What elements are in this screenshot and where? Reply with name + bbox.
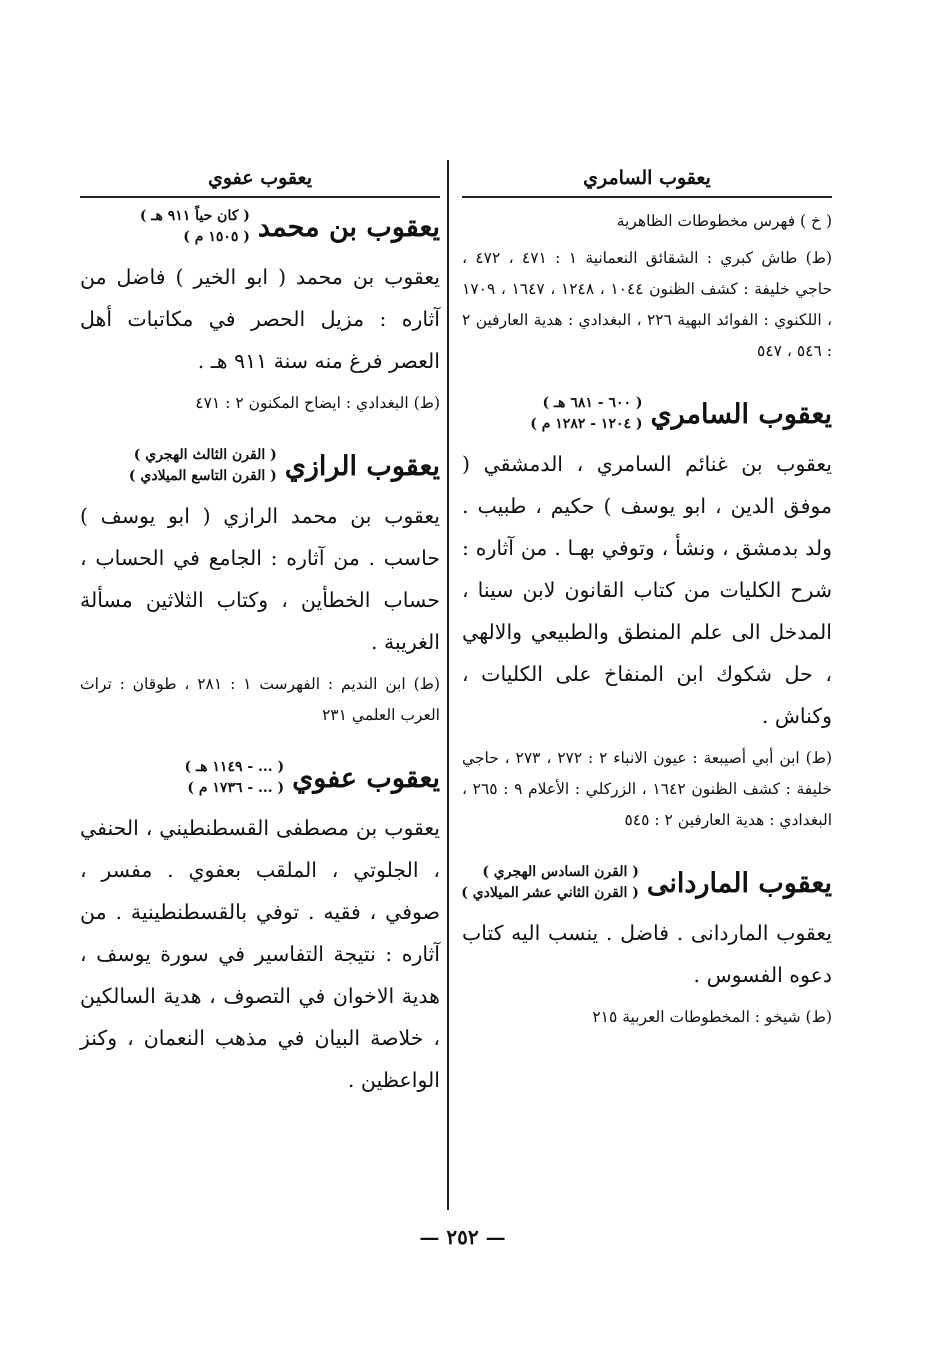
dates-hijri: ( القرن الثالث الهجري ): [133, 447, 277, 463]
dates-miladi: ( ... - ١٧٣٦ م ): [187, 780, 285, 796]
dates-hijri: ( كان حياً ٩١١ هـ ): [139, 208, 250, 224]
entry-name: يعقوب السامري: [650, 398, 832, 430]
entry-heading: [462, 862, 832, 904]
entry-afwi: [80, 757, 440, 1101]
entry-dates: [530, 393, 642, 435]
entry-name: يعقوب الماردانى: [646, 867, 832, 899]
dates-hijri: ( القرن السادس الهجري ): [482, 864, 639, 880]
intro-sources: [462, 206, 832, 367]
dates-miladi: ( ١٢٠٤ - ١٢٨٢ م ): [530, 416, 643, 432]
entry-ibn-muhammad: [80, 206, 440, 419]
dates-miladi: ( ١٥٠٥ م ): [183, 229, 250, 245]
intro-source-line: ( خ ) فهرس مخطوطات الظاهرية: [616, 212, 832, 230]
entry-heading: [80, 757, 440, 799]
entry-heading: [462, 393, 832, 435]
entry-body: يعقوب بن محمد الرازي ( ابو يوسف ) حاسب . من آثاره : الجامع في الحساب ، حساب الخطأين ، وكتاب الثلاثين مسألة الغريبة .: [80, 504, 440, 654]
entry-razi: [80, 445, 440, 731]
left-column: [80, 160, 440, 1127]
entry-samiri: [462, 393, 832, 836]
entry-body: يعقوب بن محمد ( ابو الخير ) فاضل من آثاره : مزيل الحصر في مكاتبات أهل العصر فرغ منه سنة ٩١١ هـ .: [80, 265, 440, 373]
entry-name: يعقوب الرازي: [284, 450, 440, 482]
entry-sources: (ط) شيخو : المخطوطات العربية ٢١٥: [592, 1008, 832, 1026]
entry-sources: (ط) البغدادي : ايضاح المكنون ٢ : ٤٧١: [195, 394, 440, 412]
entry-heading: [80, 206, 440, 248]
right-column: [462, 160, 832, 1059]
dates-hijri: ( ... - ١١٤٩ هـ ): [184, 759, 285, 775]
entry-sources: (ط) ابن أبي أصيبعة : عيون الانباء ٢ : ٢٧٢ ، ٢٧٣ ، حاجي خليفة : كشف الظنون ١٦٤٢ ، الزركلي : الأعلام ٩ : ٢٦٥ ، البغدادي : هدية العارفين ٢ : ٥٤٥: [462, 749, 833, 829]
dates-miladi: ( القرن التاسع الميلادي ): [128, 468, 277, 484]
intro-source-line: (ط) طاش كبري : الشقائق النعمانية ١ : ٤٧١ ، ٤٧٢ ، حاجي خليفة : كشف الظنون ١٠٤٤ ، ١٢٤٨ ، ١٦٤٧ ، ١٧٠٩ ، اللكنوي : الفوائد البهية ٢٢٦ ، البغدادي : هدية العارفين ٢ : ٥٤٦ ، ٥٤٧: [462, 249, 833, 360]
entry-body: يعقوب بن مصطفى القسطنطيني ، الحنفي ، الجلوتي ، الملقب بعفوي . مفسر ، صوفي ، فقيه . توفي بالقسطنطينية . من آثاره : نتيجة التفاسير في سورة يوسف ، هدية الاخوان في التصوف ، هدية السالكين ، خلاصة البيان في مذهب النعمان ، وكنز الواعظين .: [80, 816, 440, 1092]
left-column-header: يعقوب عفوي: [80, 160, 440, 198]
dates-hijri: ( ٦٠٠ - ٦٨١ هـ ): [542, 395, 643, 411]
dates-miladi: ( القرن الثاني عشر الميلادي ): [461, 885, 639, 901]
entry-mardani: [462, 862, 832, 1033]
entry-body: يعقوب بن غنائم السامري ، الدمشقي ( موفق الدين ، ابو يوسف ) حكيم ، طبيب . ولد بدمشق ، ونشأ ، وتوفي بهـا . من آثاره : شرح الكليات من كتاب القانون لابن سينا ، المدخل الى علم المنطق والطبيعي والالهي ، حل شكوك ابن المنفاخ على الكليات ، وكناش .: [462, 452, 832, 728]
entry-dates: [461, 862, 639, 904]
entry-body: يعقوب الماردانى . فاضل . ينسب اليه كتاب دعوه الفسوس .: [462, 921, 832, 987]
entry-heading: [80, 445, 440, 487]
right-column-header: يعقوب السامري: [462, 160, 832, 198]
entry-name: يعقوب بن محمد: [257, 211, 440, 243]
entry-dates: [140, 206, 250, 248]
entry-sources: (ط) ابن النديم : الفهرست ١ : ٢٨١ ، طوقان : تراث العرب العلمي ٢٣١: [80, 675, 441, 724]
entry-dates: [185, 757, 285, 799]
page-number: — ٢٥٢ —: [419, 1225, 506, 1249]
entry-dates: [129, 445, 277, 487]
entry-name: يعقوب عفوي: [292, 762, 440, 794]
column-divider: [447, 160, 449, 1210]
